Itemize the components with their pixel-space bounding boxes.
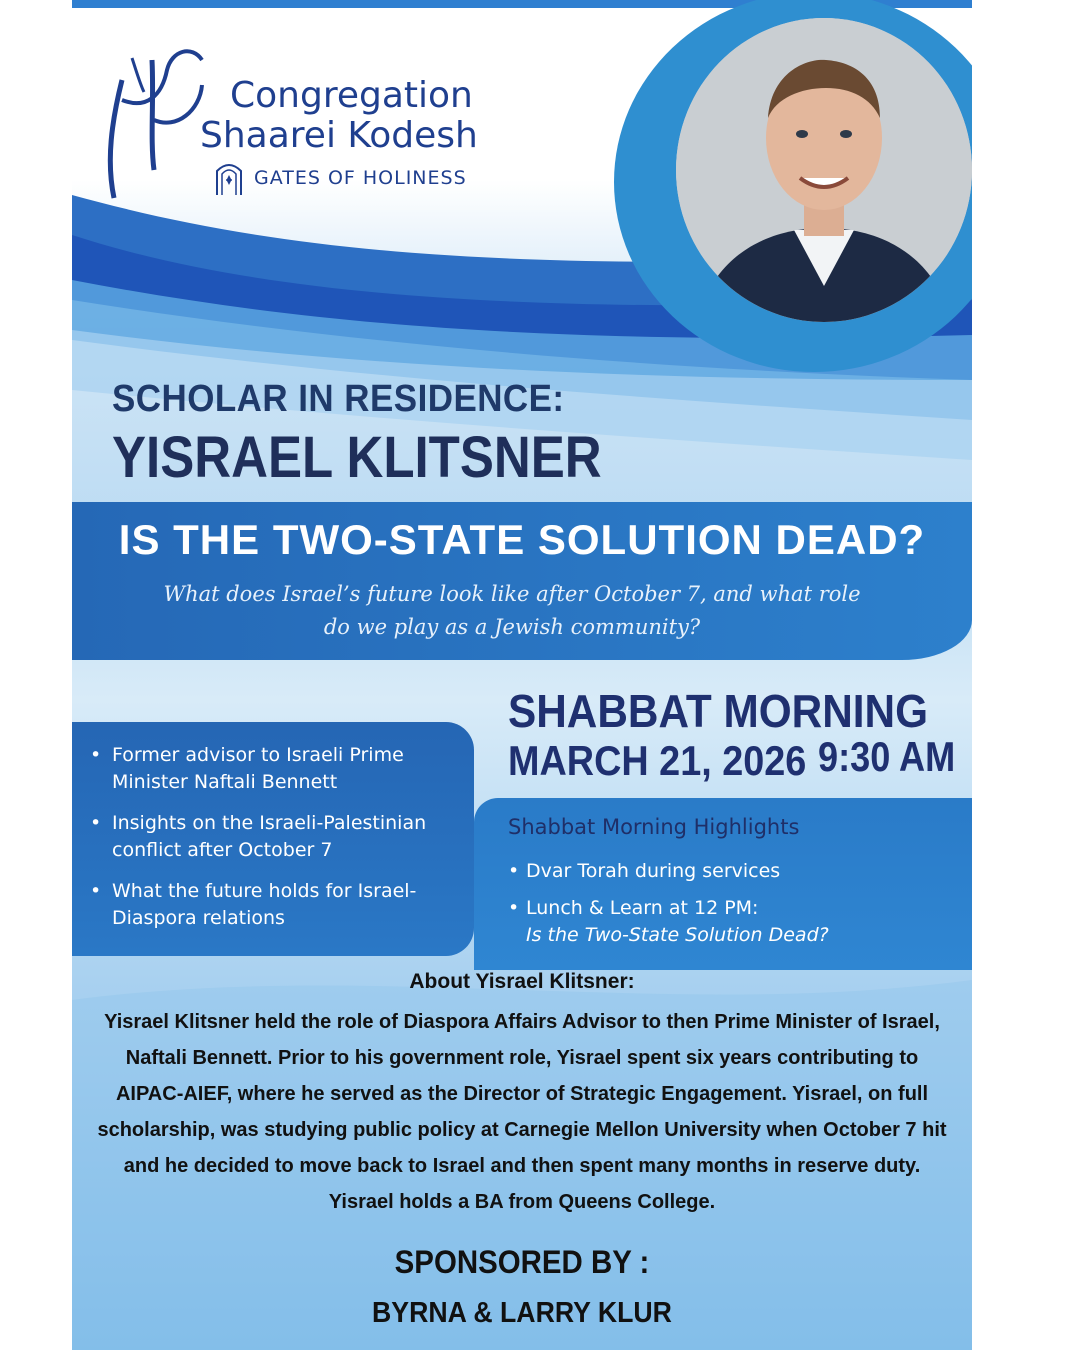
list-item: • What the future holds for Israel-Diaspora relations (90, 878, 470, 932)
scholar-label: SCHOLAR IN RESIDENCE: (112, 378, 565, 420)
logo-tagline-row (214, 158, 467, 198)
event-line1: SHABBAT MORNING (508, 685, 929, 737)
event-flyer (72, 0, 972, 1350)
event-time: 9:30 AM (818, 733, 956, 780)
about-body: Yisrael Klitsner held the role of Diaspora Affairs Advisor to then Prime Minister of Israel, Naftali Bennett. Prior to his government role, Yisrael spent six years contributing to AIPAC-AIEF, where he served as the Director of Strategic Engagement. Yisrael, on full scholarship, was studying public policy at Carnegie Mellon University when October 7 hit and he decided to move back to Israel and then spent many months in reserve duty. Yisrael holds a BA from Queens College. (97, 1011, 947, 1213)
highlights-title: Shabbat Morning Highlights (508, 815, 800, 839)
logo-tagline: GATES OF HOLINESS (254, 167, 467, 189)
sponsor-name: BYRNA & LARRY KLUR (372, 1297, 672, 1329)
event-date: MARCH 21, 2026 (508, 737, 807, 784)
highlight-lunch-topic: Is the Two-State Solution Dead? (526, 924, 829, 946)
scholar-name: YISRAEL KLITSNER (112, 425, 602, 490)
about-heading: About Yisrael Klitsner: (409, 970, 635, 993)
highlights-list (508, 858, 958, 959)
speaker-photo (676, 18, 972, 322)
logo-mark-icon (92, 40, 212, 200)
congregation-name-line2: Shaarei Kodesh (200, 115, 478, 156)
congregation-name-line1: Congregation (230, 75, 473, 116)
highlight-lunch-label: Lunch & Learn at 12 PM: (526, 897, 759, 919)
list-item: • Former advisor to Israeli Prime Minister Naftali Bennett (90, 742, 470, 796)
list-item (508, 895, 958, 949)
bio-bullets-list (90, 742, 470, 946)
gates-star-icon (214, 159, 244, 197)
list-item: • Insights on the Israeli-Palestinian conflict after October 7 (90, 810, 470, 864)
sponsor-heading: SPONSORED BY : (394, 1244, 650, 1280)
topic-title: IS THE TWO-STATE SOLUTION DEAD? (118, 516, 926, 563)
list-item: • Dvar Torah during services (508, 858, 958, 885)
topic-subtitle: What does Israel’s future look like after October 7, and what role do we play as a Jewish community? (163, 582, 861, 639)
